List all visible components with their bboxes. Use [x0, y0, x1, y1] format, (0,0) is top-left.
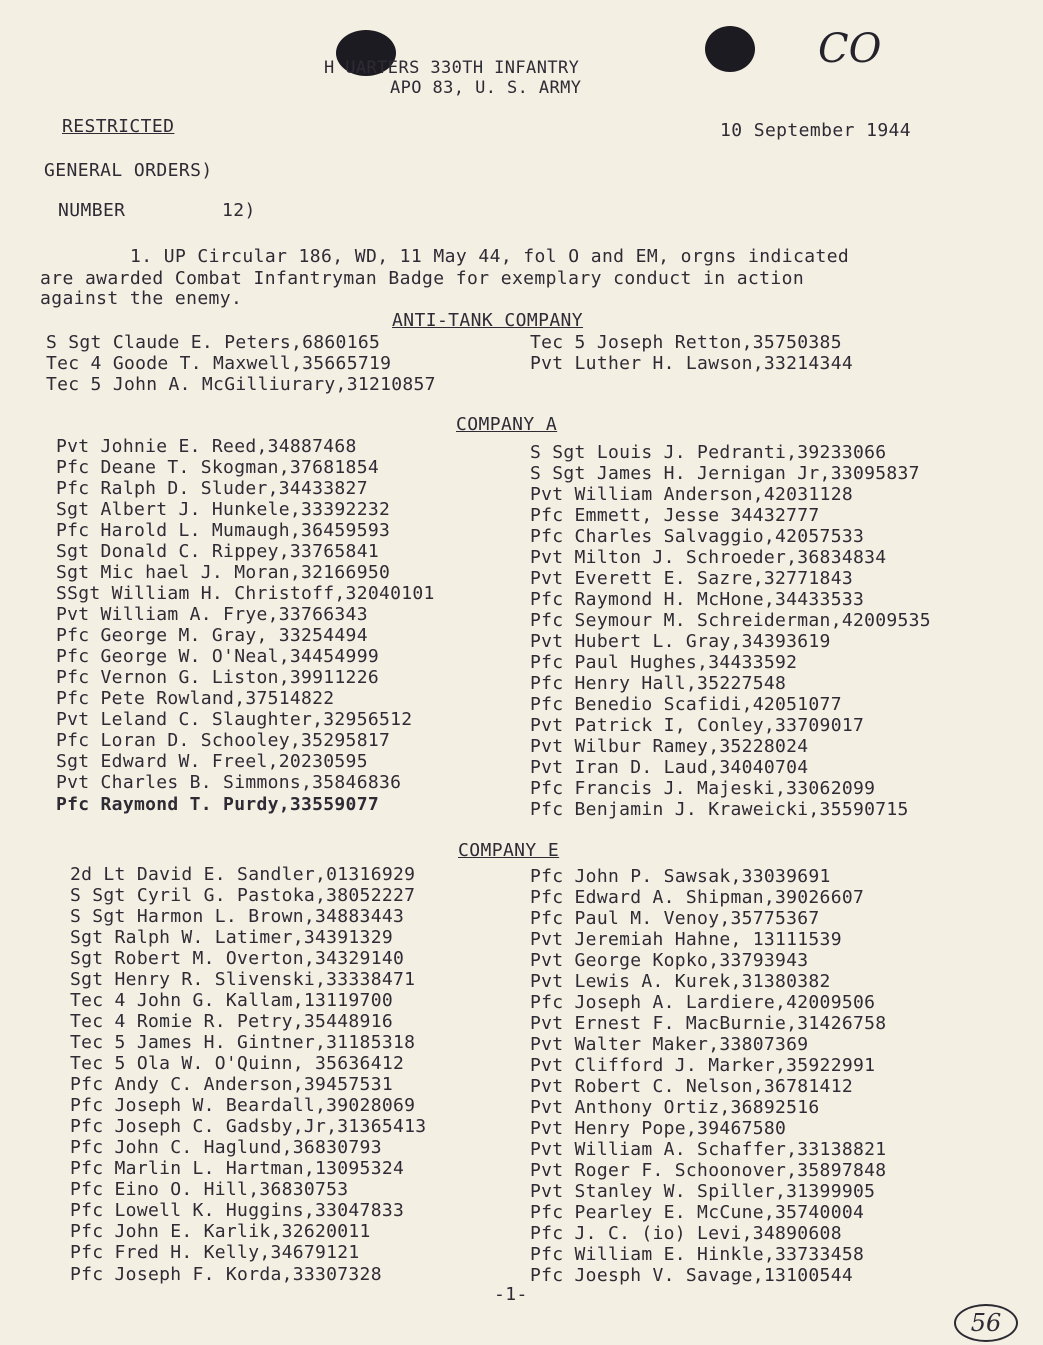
list-item: Tec 4 John G. Kallam,13119700 [70, 990, 393, 1011]
order-number-value: 12) [222, 200, 256, 221]
list-item: Pvt William A. Schaffer,33138821 [530, 1139, 887, 1160]
list-item: S Sgt James H. Jernigan Jr,33095837 [530, 463, 920, 484]
list-item: Pfc John C. Haglund,36830793 [70, 1137, 382, 1158]
list-item: Pvt Anthony Ortiz,36892516 [530, 1097, 820, 1118]
list-item: Pfc John E. Karlik,32620011 [70, 1221, 371, 1242]
list-item: Pfc Raymond T. Purdy,33559077 [56, 794, 379, 815]
list-item: S Sgt Cyril G. Pastoka,38052227 [70, 885, 416, 906]
paragraph-line-3: against the enemy. [40, 288, 243, 309]
list-item: Pvt Charles B. Simmons,35846836 [56, 772, 402, 793]
list-item: Tec 5 James H. Gintner,31185318 [70, 1032, 416, 1053]
list-item: Pfc J. C. (io) Levi,34890608 [530, 1223, 842, 1244]
list-item: Tec 4 Goode T. Maxwell,35665719 [46, 353, 392, 374]
list-item: Sgt Ralph W. Latimer,34391329 [70, 927, 393, 948]
list-item: Pfc Joseph A. Lardiere,42009506 [530, 992, 876, 1013]
list-item: Pfc George M. Gray, 33254494 [56, 625, 368, 646]
list-item: Pfc George W. O'Neal,34454999 [56, 646, 379, 667]
list-item: Pvt Hubert L. Gray,34393619 [530, 631, 831, 652]
handwritten-mark: CO [818, 26, 882, 72]
list-item: Pfc Ralph D. Sluder,34433827 [56, 478, 368, 499]
list-item: Pvt William A. Frye,33766343 [56, 604, 368, 625]
list-item: Pfc Emmett, Jesse 34432777 [530, 505, 820, 526]
list-item: Pvt Stanley W. Spiller,31399905 [530, 1181, 876, 1202]
list-item: Pvt Roger F. Schoonover,35897848 [530, 1160, 887, 1181]
list-item: Pvt Henry Pope,39467580 [530, 1118, 787, 1139]
list-item: Pfc Benedio Scafidi,42051077 [530, 694, 842, 715]
list-item: Pfc Pearley E. McCune,35740004 [530, 1202, 865, 1223]
list-item: Pvt George Kopko,33793943 [530, 950, 809, 971]
list-item: Pfc William E. Hinkle,33733458 [530, 1244, 865, 1265]
list-item: Sgt Edward W. Freel,20230595 [56, 751, 368, 772]
list-item: Tec 5 Joseph Retton,35750385 [530, 332, 842, 353]
header-unit: H UARTERS 330TH INFANTRY [324, 58, 580, 78]
order-number-label: NUMBER [58, 200, 126, 221]
list-item: Pfc Benjamin J. Kraweicki,35590715 [530, 799, 909, 820]
list-item: Pfc Loran D. Schooley,35295817 [56, 730, 391, 751]
list-item: Sgt Donald C. Rippey,33765841 [56, 541, 379, 562]
list-item: Pvt Wilbur Ramey,35228024 [530, 736, 809, 757]
page-number: -1- [494, 1284, 528, 1305]
list-item: Pfc Lowell K. Huggins,33047833 [70, 1200, 405, 1221]
list-item: SSgt William H. Christoff,32040101 [56, 583, 435, 604]
list-item: Pfc Eino O. Hill,36830753 [70, 1179, 349, 1200]
list-item: Pfc Pete Rowland,37514822 [56, 688, 335, 709]
list-item: Pfc Vernon G. Liston,39911226 [56, 667, 379, 688]
list-item: Sgt Albert J. Hunkele,33392232 [56, 499, 391, 520]
list-item: Sgt Mic hael J. Moran,32166950 [56, 562, 391, 583]
header-apo: APO 83, U. S. ARMY [390, 78, 582, 98]
list-item: Pfc Joseph F. Korda,33307328 [70, 1264, 382, 1285]
section-title-company-a: COMPANY A [456, 414, 558, 435]
list-item: Pfc Fred H. Kelly,34679121 [70, 1242, 360, 1263]
list-item: Pfc John P. Sawsak,33039691 [530, 866, 831, 887]
list-item: Pfc Joesph V. Savage,13100544 [530, 1265, 853, 1286]
list-item: S Sgt Claude E. Peters,6860165 [46, 332, 381, 353]
list-item: Pfc Henry Hall,35227548 [530, 673, 787, 694]
list-item: Pvt Ernest F. MacBurnie,31426758 [530, 1013, 887, 1034]
list-item: Pfc Marlin L. Hartman,13095324 [70, 1158, 405, 1179]
list-item: Pfc Paul Hughes,34433592 [530, 652, 798, 673]
list-item: Pvt Lewis A. Kurek,31380382 [530, 971, 831, 992]
list-item: Pvt Clifford J. Marker,35922991 [530, 1055, 876, 1076]
list-item: Pvt Walter Maker,33807369 [530, 1034, 809, 1055]
list-item: Tec 5 John A. McGilliurary,31210857 [46, 374, 436, 395]
paragraph-line-1: 1. UP Circular 186, WD, 11 May 44, fol O and EM, orgns indicated [130, 246, 850, 267]
list-item: S Sgt Harmon L. Brown,34883443 [70, 906, 405, 927]
list-item: Sgt Robert M. Overton,34329140 [70, 948, 405, 969]
list-item: 2d Lt David E. Sandler,01316929 [70, 864, 416, 885]
list-item: Pvt Leland C. Slaughter,32956512 [56, 709, 413, 730]
list-item: Pfc Andy C. Anderson,39457531 [70, 1074, 393, 1095]
list-item: Pfc Seymour M. Schreiderman,42009535 [530, 610, 931, 631]
list-item: Pvt Jeremiah Hahne, 13111539 [530, 929, 842, 950]
list-item: Pfc Francis J. Majeski,33062099 [530, 778, 876, 799]
circled-page-number: 56 [954, 1304, 1018, 1342]
list-item: Pvt William Anderson,42031128 [530, 484, 853, 505]
list-item: S Sgt Louis J. Pedranti,39233066 [530, 442, 887, 463]
list-item: Tec 4 Romie R. Petry,35448916 [70, 1011, 393, 1032]
list-item: Pfc Harold L. Mumaugh,36459593 [56, 520, 391, 541]
order-date: 10 September 1944 [720, 120, 912, 141]
classification: RESTRICTED [62, 116, 175, 137]
list-item: Pfc Joseph C. Gadsby,Jr,31365413 [70, 1116, 427, 1137]
list-item: Pfc Charles Salvaggio,42057533 [530, 526, 865, 547]
list-item: Sgt Henry R. Slivenski,33338471 [70, 969, 416, 990]
list-item: Tec 5 Ola W. O'Quinn, 35636412 [70, 1053, 405, 1074]
section-title-anti-tank: ANTI-TANK COMPANY [392, 310, 584, 331]
paragraph-line-2: are awarded Combat Infantryman Badge for exemplary conduct in action [40, 268, 805, 289]
list-item: Pfc Raymond H. McHone,34433533 [530, 589, 865, 610]
section-title-company-e: COMPANY E [458, 840, 560, 861]
list-item: Pfc Paul M. Venoy,35775367 [530, 908, 820, 929]
list-item: Pfc Joseph W. Beardall,39028069 [70, 1095, 416, 1116]
list-item: Pvt Iran D. Laud,34040704 [530, 757, 809, 778]
list-item: Pfc Deane T. Skogman,37681854 [56, 457, 379, 478]
list-item: Pvt Milton J. Schroeder,36834834 [530, 547, 887, 568]
list-item: Pvt Robert C. Nelson,36781412 [530, 1076, 853, 1097]
ink-blot-right [705, 26, 755, 72]
general-orders-label: GENERAL ORDERS) [44, 160, 213, 181]
list-item: Pvt Johnie E. Reed,34887468 [56, 436, 357, 457]
list-item: Pvt Everett E. Sazre,32771843 [530, 568, 853, 589]
list-item: Pvt Patrick I, Conley,33709017 [530, 715, 865, 736]
list-item: Pvt Luther H. Lawson,33214344 [530, 353, 853, 374]
list-item: Pfc Edward A. Shipman,39026607 [530, 887, 865, 908]
